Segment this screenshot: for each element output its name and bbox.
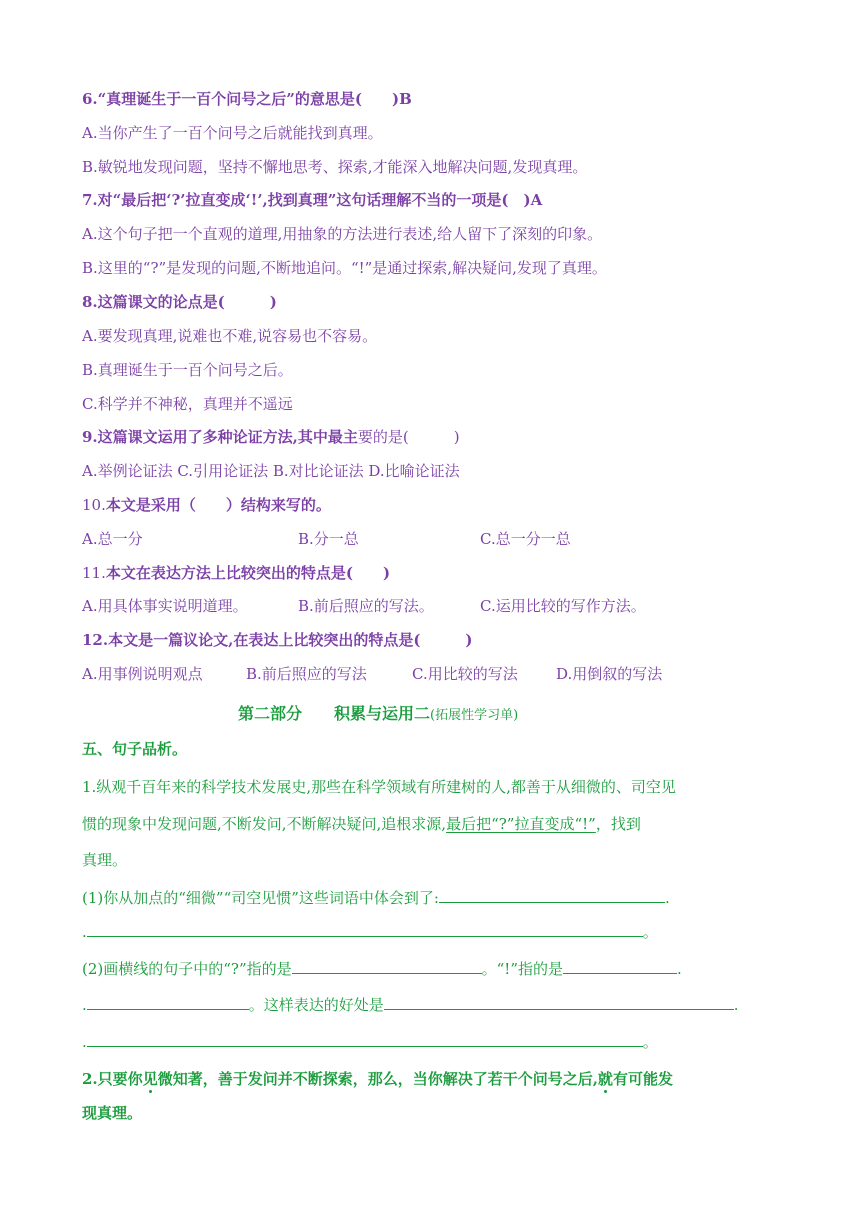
question-10-option-b: B.分一总 — [298, 530, 359, 548]
part-five-heading: 五、句子品析。 — [82, 740, 188, 758]
question-7-option-b: B.这里的“?”是发现的问题,不断地追问。“!”是通过探索,解决疑问,发现了真理。 — [82, 259, 607, 277]
question-8-option-c: C.科学并不神秘，真理并不遥远 — [82, 395, 293, 413]
passage-1-line-2 — [82, 814, 641, 834]
question-9-stem — [82, 427, 460, 447]
sub-question-1-text: (1)你从加点的“细微”“司空见惯”这些词语中体会到了: — [82, 889, 439, 907]
question-10-option-c: C.总一分一总 — [480, 530, 571, 548]
sub-question-2-text-c: 。这样表达的好处是 — [248, 996, 384, 1014]
answer-blank-2e[interactable] — [87, 1032, 643, 1047]
question-12-option-a: A.用事例说明观点 — [82, 665, 203, 683]
question-11-option-a: A.用具体事实说明道理。 — [82, 597, 248, 615]
passage-2-text-c: 有可能发 — [612, 1070, 673, 1088]
question-7-stem: 7.对“最后把‘?’拉直变成‘!’,找到真理”这句话理解不当的一项是( )A — [82, 191, 543, 209]
passage-2-line-2: 现真理。 — [82, 1104, 143, 1122]
question-9-options: A.举例论证法 C.引用论证法 B.对比论证法 D.比喻论证法 — [82, 462, 460, 480]
question-11-option-b: B.前后照应的写法。 — [298, 597, 434, 615]
question-11-text: 本文在表达方法上比较突出的特点是( ) — [105, 564, 391, 582]
underlined-sentence: 最后把“?”拉直变成“!” — [446, 815, 596, 833]
answer-blank-2b[interactable] — [563, 959, 677, 974]
question-6-option-b: B.敏锐地发现问题，坚持不懈地思考、探索,才能深入地解决问题,发现真理。 — [82, 158, 588, 176]
section-title: 积累与运用二 — [334, 704, 431, 723]
dotted-char-2: 就 — [597, 1070, 613, 1088]
answer-blank-1[interactable] — [439, 888, 665, 903]
question-6-stem: 6.“真理诞生于一百个问号之后”的意思是( )B — [82, 90, 412, 108]
question-11-stem — [82, 563, 390, 583]
sub-question-2-text: (2)画横线的句子中的“?”指的是 — [82, 960, 292, 978]
question-12-stem: 12.本文是一篇议论文,在表达上比较突出的特点是( ) — [82, 631, 473, 649]
question-10-stem — [82, 495, 331, 515]
question-10-number: 10. — [82, 496, 106, 514]
question-6-option-a: A.当你产生了一百个问号之后就能找到真理。 — [82, 124, 383, 142]
question-10-option-a: A.总一分 — [82, 530, 143, 548]
answer-blank-2c[interactable] — [87, 995, 249, 1010]
question-8-stem: 8.这篇课文的论点是( ) — [82, 293, 277, 311]
question-7-option-a: A.这个句子把一个直观的道理,用抽象的方法进行表述,给人留下了深刻的印象。 — [82, 225, 603, 243]
question-12-option-d: D.用倒叙的写法 — [556, 665, 663, 683]
section-heading — [238, 704, 518, 726]
question-12-option-c: C.用比较的写法 — [412, 665, 518, 683]
sub-question-2-text-b: 。“!”指的是 — [481, 960, 564, 978]
passage-1-line-1: 1.纵观千百年来的科学技术发展史,那些在科学领域有所建树的人,都善于从细微的、司空见 — [82, 778, 676, 796]
section-subtitle: (拓展性学习单) — [430, 708, 519, 723]
passage-2-line-1 — [82, 1069, 673, 1089]
passage-1-text: 惯的现象中发现问题,不断发问,不断解决疑问,追根求源, — [82, 815, 447, 833]
answer-line-2e: . 。 — [82, 1033, 658, 1051]
sub-question-1: (1)你从加点的“细微”“司空见惯”这些词语中体会到了: . — [82, 889, 670, 907]
question-9-stem-rest: 要的是( ) — [357, 428, 460, 446]
answer-line-1b: . 。 — [82, 923, 658, 941]
answer-line-2c: . 。这样表达的好处是 . — [82, 996, 739, 1014]
answer-line-1b-period: 。 — [642, 923, 658, 941]
question-12-options — [82, 664, 662, 684]
passage-2-text-a: 2.只要你 — [82, 1070, 143, 1088]
question-10-options — [82, 529, 571, 549]
passage-1-line-3: 真理。 — [82, 851, 128, 869]
sub-question-2: (2)画横线的句子中的“?”指的是 。“!”指的是 . — [82, 960, 682, 978]
question-11-option-c: C.运用比较的写作方法。 — [480, 597, 646, 615]
question-8-option-b: B.真理诞生于一百个问号之后。 — [82, 361, 293, 379]
section-part-label: 第二部分 — [238, 704, 303, 723]
answer-line-2e-period: 。 — [642, 1033, 658, 1051]
answer-blank-2a[interactable] — [292, 959, 482, 974]
dotted-char-1: 见 — [142, 1070, 158, 1088]
question-8-option-a: A.要发现真理,说难也不难,说容易也不容易。 — [82, 327, 378, 345]
question-9-stem-bold: 9.这篇课文运用了多种论证方法,其中最主 — [82, 428, 358, 446]
passage-2-text-b: 微知著，善于发问并不断探索，那么，当你解决了若干个问号之后, — [157, 1070, 598, 1088]
question-11-options — [82, 596, 646, 616]
answer-blank-2d[interactable] — [384, 995, 734, 1010]
answer-blank-1b[interactable] — [87, 922, 643, 937]
question-12-option-b: B.前后照应的写法 — [246, 665, 367, 683]
question-10-text: 本文是采用（ ）结构来写的。 — [105, 496, 331, 514]
passage-1-text-end: ，找到 — [595, 815, 641, 833]
question-11-number: 11. — [82, 564, 106, 582]
